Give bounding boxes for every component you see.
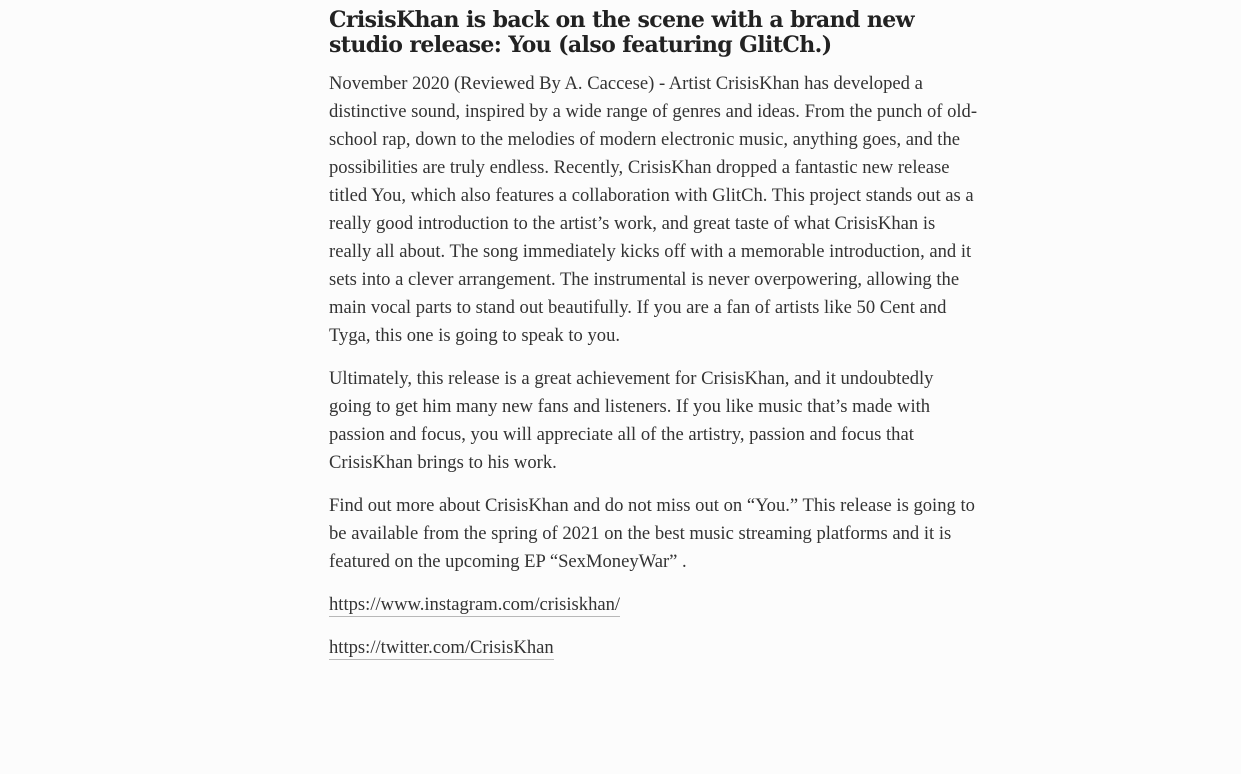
twitter-link-paragraph bbox=[329, 634, 979, 662]
article-body bbox=[329, 70, 979, 662]
article-title: CrisisKhan is back on the scene with a brand new studio release: You (also featuring GlitCh.) bbox=[329, 7, 914, 58]
instagram-link[interactable]: https://www.instagram.com/crisiskhan/ bbox=[329, 594, 621, 615]
article-paragraph-intro: November 2020 (Reviewed By A. Caccese) - Artist CrisisKhan has developed a distinctive sound, inspired by a wide range of genres and ideas. From the punch of old-school rap, down to the melodies of modern electronic music, anything goes, and the possibilities are truly endless. Recently, CrisisKhan dropped a fantastic new release titled You, which also features a collaboration with GlitCh. This project stands out as a really good introduction to the artist’s work, and great taste of what CrisisKhan is really all about. The song immediately kicks off with a memorable introduction, and it sets into a clever arrangement. The instrumental is never overpowering, allowing the main vocal parts to stand out beautifully. If you are a fan of artists like 50 Cent and Tyga, this one is going to speak to you. bbox=[329, 73, 978, 346]
twitter-link[interactable]: https://twitter.com/CrisisKhan bbox=[329, 637, 554, 658]
article-paragraph-find-out-more: Find out more about CrisisKhan and do not miss out on “You.” This release is going to be available from the spring of 2021 on the best music streaming platforms and it is featured on the upcoming EP “SexMoneyWar” . bbox=[329, 495, 975, 572]
instagram-link-paragraph bbox=[329, 591, 979, 619]
article-paragraph-conclusion: Ultimately, this release is a great achievement for CrisisKhan, and it undoubtedly going to get him many new fans and listeners. If you like music that’s made with passion and focus, you will appreciate all of the artistry, passion and focus that CrisisKhan brings to his work. bbox=[329, 368, 934, 473]
article bbox=[329, 8, 979, 677]
